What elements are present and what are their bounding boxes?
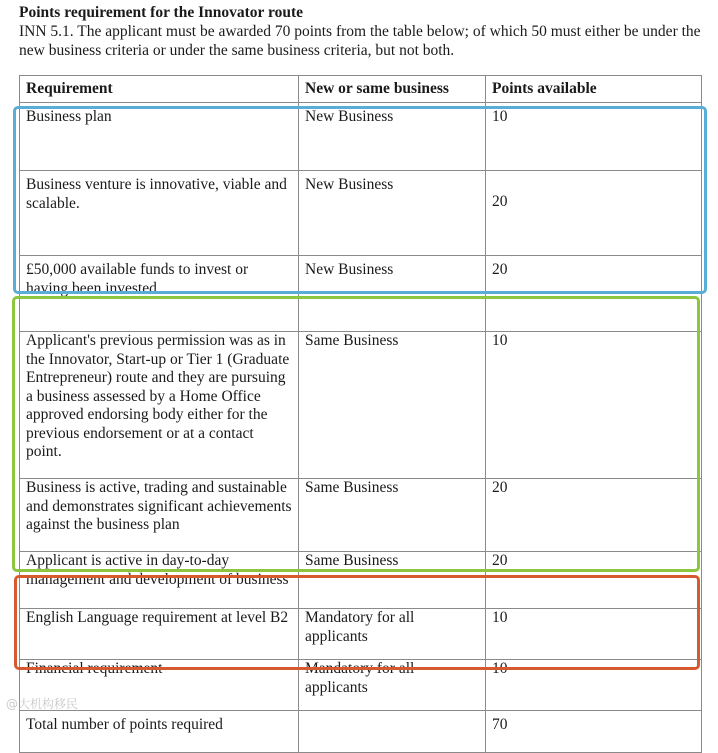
requirement-cell: English Language requirement at level B2 (20, 609, 299, 660)
points-cell: 20 (486, 479, 702, 552)
points-cell: 20 (486, 552, 702, 609)
table-row (20, 171, 702, 256)
business-type-cell: Same Business (299, 479, 486, 552)
requirement-cell: Business plan (20, 103, 299, 171)
table-row (20, 660, 702, 711)
business-type-cell: New Business (299, 171, 486, 256)
table-row (20, 256, 702, 332)
table-row (20, 103, 702, 171)
intro-paragraph: INN 5.1. The applicant must be awarded 70 points from the table below; of which 50 must either be under the new business criteria or under the same business criteria, but not both. (19, 23, 701, 59)
table-row (20, 609, 702, 660)
requirement-cell: £50,000 available funds to invest or having been invested (20, 256, 299, 332)
points-cell: 10 (486, 332, 702, 479)
total-points-cell: 70 (486, 711, 702, 753)
header-business-type: New or same business (299, 76, 486, 103)
requirement-cell: Applicant's previous permission was as in the Innovator, Start-up or Tier 1 (Graduate Entrepreneur) route and they are pursuing a business assessed by a Home Office approved endorsing body either for the previous endorsement or at a contact point. (20, 332, 299, 479)
business-type-cell: Mandatory for all applicants (299, 609, 486, 660)
requirement-cell: Applicant is active in day-to-day management and development of business (20, 552, 299, 609)
requirement-cell: Business is active, trading and sustainable and demonstrates significant achievements against the business plan (20, 479, 299, 552)
table-header-row (20, 76, 702, 103)
business-type-cell: Same Business (299, 552, 486, 609)
total-label-cell: Total number of points required (20, 711, 299, 753)
watermark: @大机构移民 (6, 697, 79, 711)
points-cell: 10 (486, 609, 702, 660)
business-type-cell: Mandatory for all applicants (299, 660, 486, 711)
total-type-cell (299, 711, 486, 753)
business-type-cell: Same Business (299, 332, 486, 479)
header-requirement: Requirement (20, 76, 299, 103)
points-cell: 20 (486, 256, 702, 332)
table-row (20, 552, 702, 609)
table-row (20, 332, 702, 479)
table-total-row (20, 711, 702, 753)
points-cell: 10 (486, 103, 702, 171)
requirement-cell: Business venture is innovative, viable and scalable. (20, 171, 299, 256)
business-type-cell: New Business (299, 103, 486, 171)
requirement-cell: Financial requirement (20, 660, 299, 711)
points-table (19, 75, 702, 753)
points-cell: 10 (486, 660, 702, 711)
header-points: Points available (486, 76, 702, 103)
table-row (20, 479, 702, 552)
section-heading: Points requirement for the Innovator route (19, 4, 304, 21)
business-type-cell: New Business (299, 256, 486, 332)
points-cell: 20 (486, 171, 702, 256)
